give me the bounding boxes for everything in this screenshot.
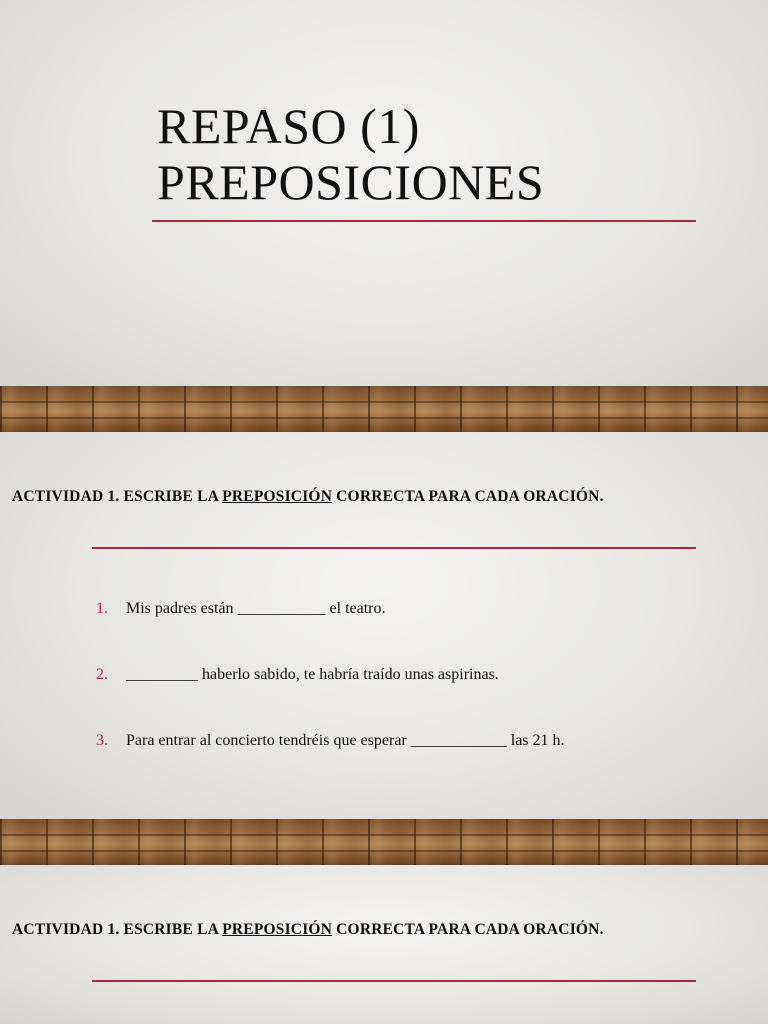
heading-underlined-word: PREPOSICIÓN bbox=[222, 921, 333, 938]
activity-heading bbox=[12, 921, 756, 939]
item-number: 2. bbox=[96, 666, 108, 683]
list-item bbox=[96, 666, 499, 684]
heading-text-before: ACTIVIDAD 1. ESCRIBE LA bbox=[12, 488, 223, 505]
heading-text-after: CORRECTA PARA CADA ORACIÓN. bbox=[332, 488, 604, 505]
item-text: Mis padres están ___________ el teatro. bbox=[126, 600, 386, 617]
list-item bbox=[96, 600, 386, 618]
wood-floor-divider bbox=[0, 386, 768, 432]
heading-text-after: CORRECTA PARA CADA ORACIÓN. bbox=[332, 921, 604, 938]
title-divider bbox=[152, 220, 696, 222]
heading-underlined-word: PREPOSICIÓN bbox=[222, 488, 333, 505]
slide-3 bbox=[0, 865, 768, 1024]
slide-title bbox=[157, 98, 544, 210]
item-text: Para entrar al concierto tendréis que esperar ____________ las 21 h. bbox=[126, 732, 565, 749]
slide-1 bbox=[0, 0, 768, 386]
heading-text-before: ACTIVIDAD 1. ESCRIBE LA bbox=[12, 921, 223, 938]
slide-2 bbox=[0, 432, 768, 819]
title-line-1: REPASO (1) bbox=[157, 98, 420, 154]
heading-divider bbox=[92, 547, 696, 549]
heading-divider bbox=[92, 980, 696, 982]
item-number: 3. bbox=[96, 732, 108, 749]
title-line-2: PREPOSICIONES bbox=[157, 154, 545, 210]
item-number: 1. bbox=[96, 600, 108, 617]
wood-floor-divider bbox=[0, 819, 768, 865]
item-text: _________ haberlo sabido, te habría traído unas aspirinas. bbox=[126, 666, 499, 683]
activity-heading bbox=[12, 488, 756, 506]
list-item bbox=[96, 732, 565, 750]
